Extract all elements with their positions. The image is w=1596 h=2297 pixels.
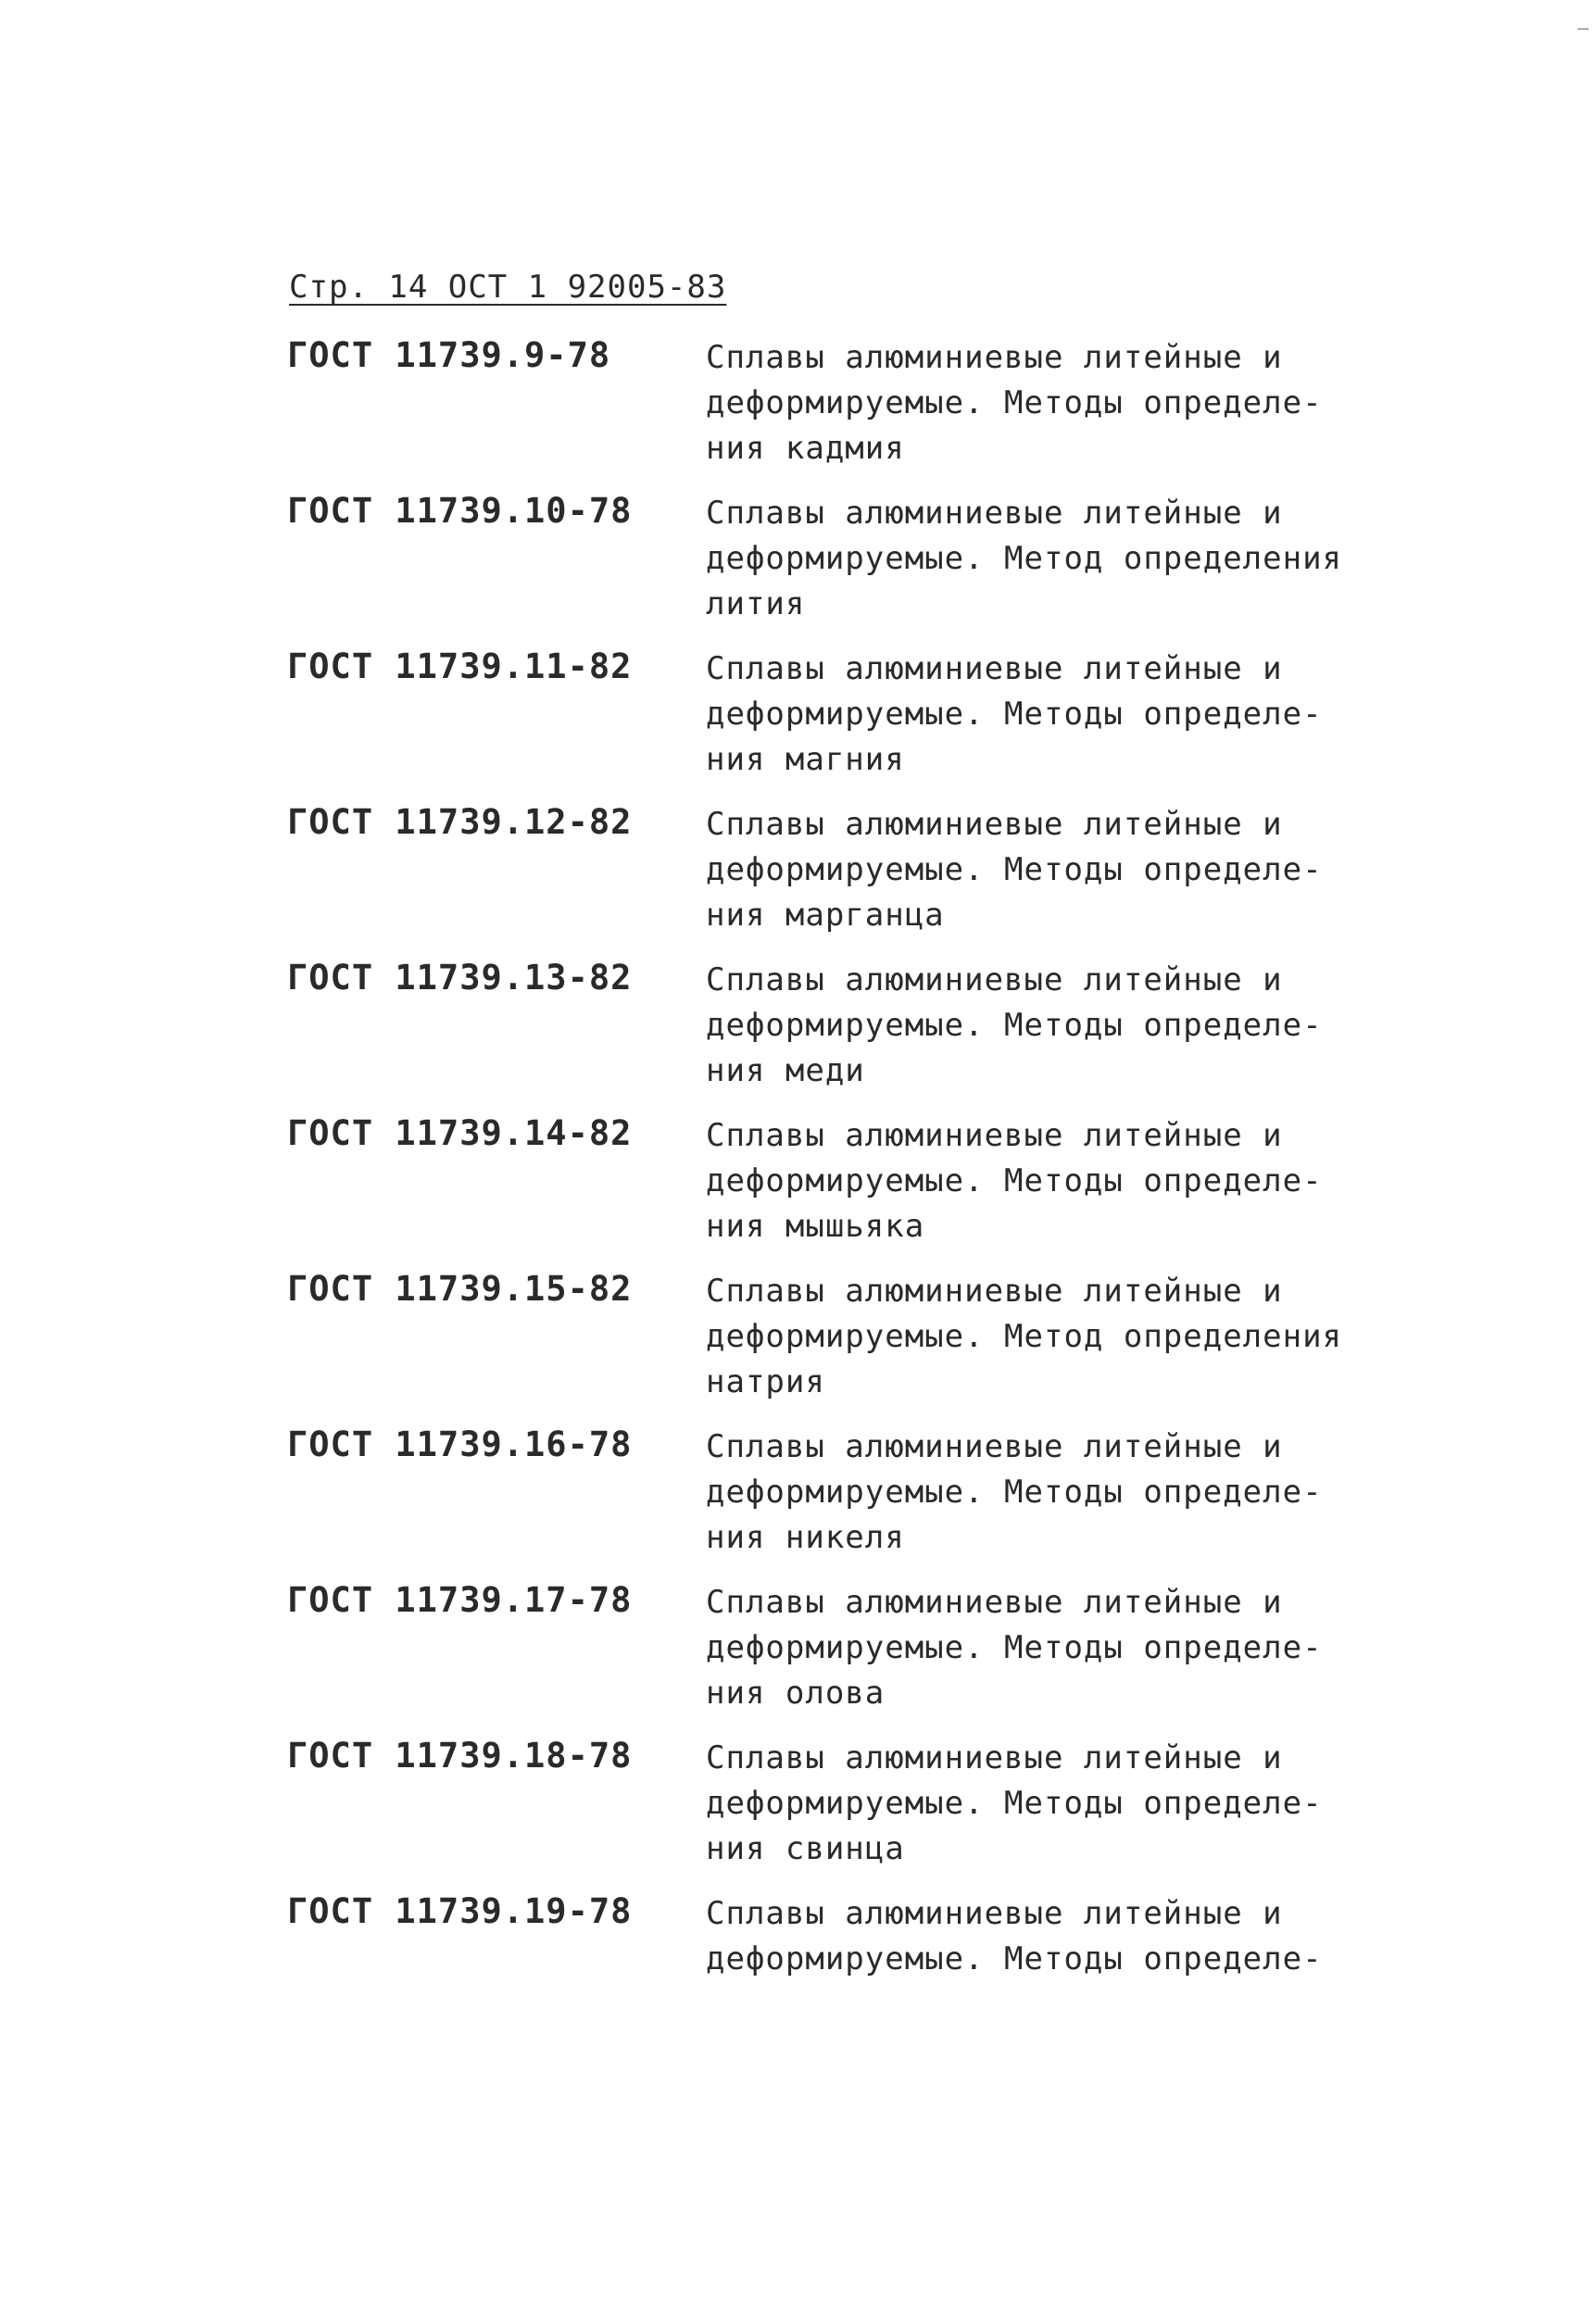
standard-code: ГОСТ 11739.13-82: [287, 958, 633, 998]
corner-mark: –: [1577, 17, 1589, 39]
standard-description: Сплавы алюминиевые литейные и деформируемые. Методы определе- ния никеля: [706, 1428, 1323, 1556]
standard-description: Сплавы алюминиевые литейные и деформируемые. Методы определе- ния олова: [706, 1584, 1323, 1712]
page-header: Стр. 14 ОСТ 1 92005-83: [289, 269, 727, 306]
standard-code: ГОСТ 11739.11-82: [287, 646, 633, 686]
standard-description: Сплавы алюминиевые литейные и деформируемые. Методы определе- ния марганца: [706, 806, 1323, 934]
standard-description: Сплавы алюминиевые литейные и деформируемые. Методы определе- ния магния: [706, 650, 1323, 778]
standard-description: Сплавы алюминиевые литейные и деформируемые. Методы определе- ния мышьяка: [706, 1117, 1323, 1245]
standard-description: Сплавы алюминиевые литейные и деформируемые. Метод определения лития: [706, 495, 1343, 622]
standard-code: ГОСТ 11739.15-82: [287, 1269, 633, 1309]
standard-code: ГОСТ 11739.10-78: [287, 491, 633, 531]
standard-description: Сплавы алюминиевые литейные и деформируемые. Методы определе- ния свинца: [706, 1739, 1323, 1867]
standard-code: ГОСТ 11739.17-78: [287, 1580, 633, 1620]
standard-code: ГОСТ 11739.16-78: [287, 1425, 633, 1464]
standard-description: Сплавы алюминиевые литейные и деформируемые. Методы определе- ния меди: [706, 961, 1323, 1089]
standard-description: Сплавы алюминиевые литейные и деформируемые. Методы определе-: [706, 1895, 1323, 1977]
standard-description: Сплавы алюминиевые литейные и деформируемые. Методы определе- ния кадмия: [706, 339, 1323, 467]
standard-code: ГОСТ 11739.19-78: [287, 1891, 633, 1931]
standard-code: ГОСТ 11739.18-78: [287, 1736, 633, 1776]
standard-code: ГОСТ 11739.12-82: [287, 802, 633, 842]
standard-code: ГОСТ 11739.9-78: [287, 335, 611, 375]
standard-code: ГОСТ 11739.14-82: [287, 1113, 633, 1153]
standard-description: Сплавы алюминиевые литейные и деформируемые. Метод определения натрия: [706, 1273, 1343, 1400]
